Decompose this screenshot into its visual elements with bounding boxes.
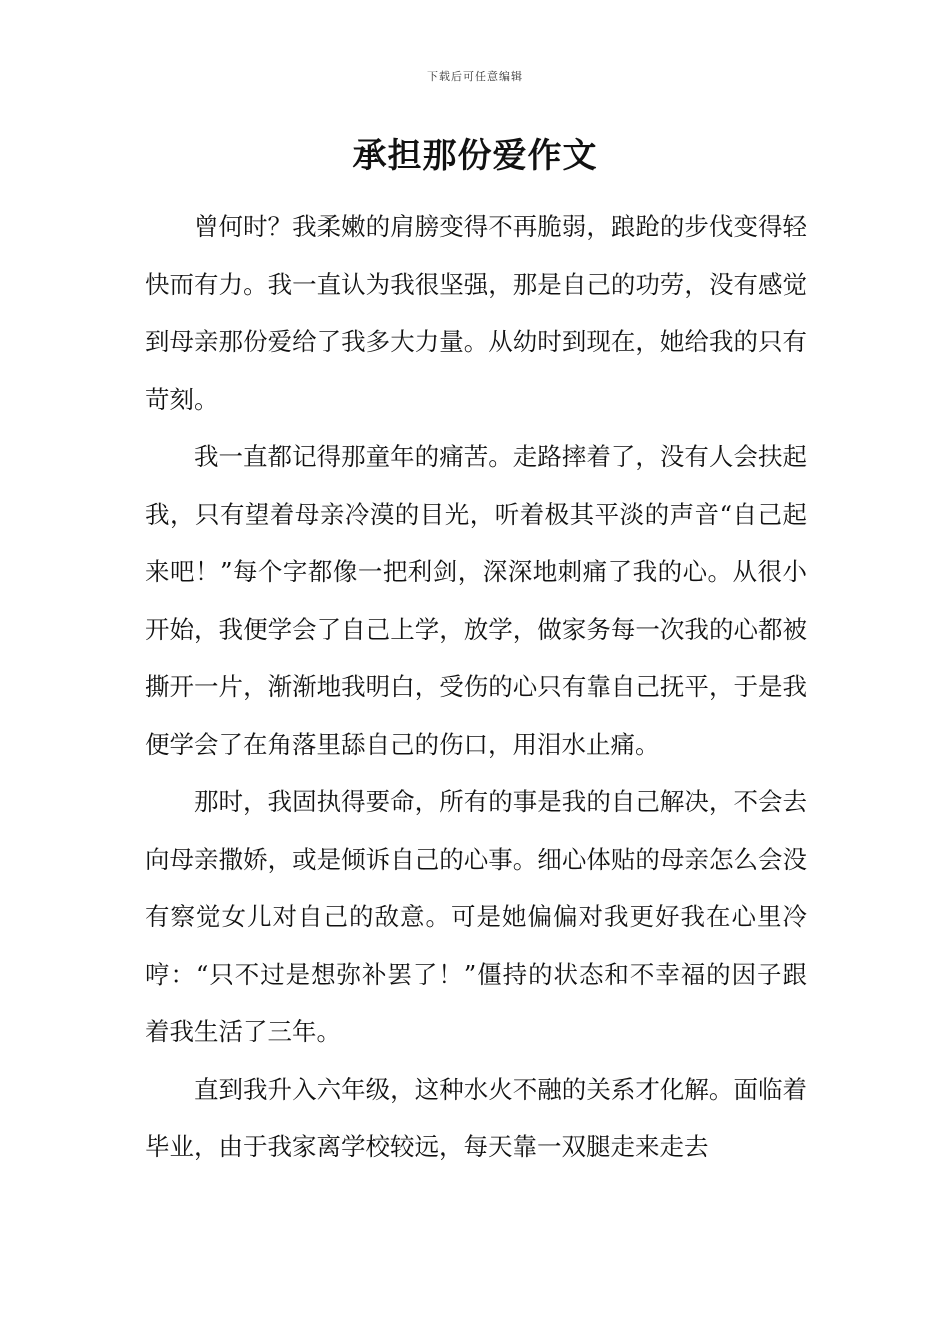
- document-title: 承担那份爱作文: [352, 136, 598, 176]
- paragraph-3: 那时，我固执得要命，所有的事是我的自己解决，不会去向母亲撒娇，或是倾诉自己的心事。细心体贴的母亲怎么会没有察觉女儿对自己的敌意。可是她偏偏对我更好我在心里冷哼：“只不过是想弥补罢了！”僵持的状态和不幸福的因子跟着我生活了三年。: [145, 787, 807, 1046]
- paragraph-2: 我一直都记得那童年的痛苦。走路摔着了，没有人会扶起我，只有望着母亲冷漠的目光，听着极其平淡的声音“自己起来吧！”每个字都像一把利剑，深深地刺痛了我的心。从很小开始，我便学会了自己上学，放学，做家务每一次我的心都被撕开一片，渐渐地我明白，受伤的心只有靠自己抚平，于是我便学会了在角落里舔自己的伤口，用泪水止痛。: [145, 442, 807, 759]
- header-note: 下载后可任意编辑: [427, 70, 523, 83]
- document-body: [145, 198, 807, 1176]
- paragraph-1: 曾何时？我柔嫩的肩膀变得不再脆弱，踉跄的步伐变得轻快而有力。我一直认为我很坚强，那是自己的功劳，没有感觉到母亲那份爱给了我多大力量。从幼时到现在，她给我的只有苛刻。: [145, 212, 807, 414]
- paragraph-4: 直到我升入六年级，这种水火不融的关系才化解。面临着毕业，由于我家离学校较远，每天靠一双腿走来走去: [145, 1074, 807, 1161]
